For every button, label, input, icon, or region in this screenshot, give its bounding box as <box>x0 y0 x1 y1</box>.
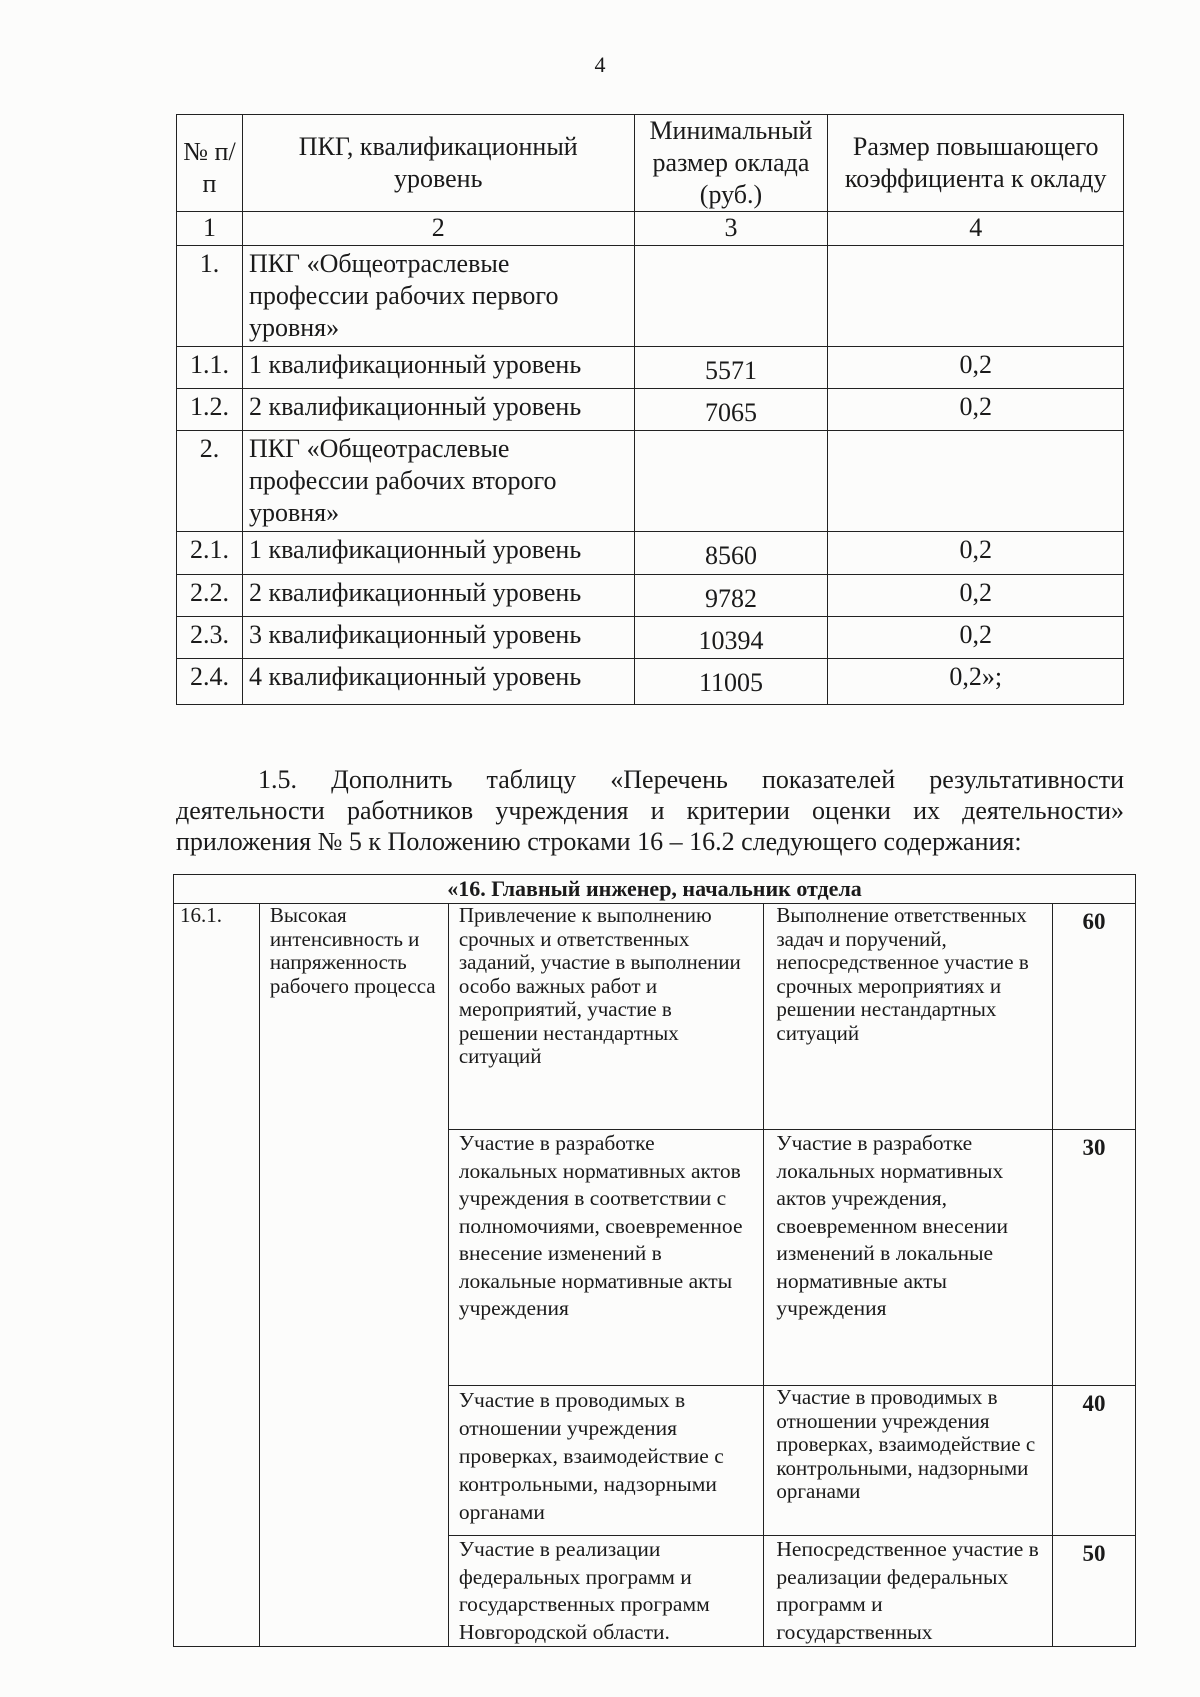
salary-table <box>176 114 1124 705</box>
row-num: 2.2. <box>177 575 243 617</box>
table-row <box>177 659 1124 705</box>
indicator-cell: Высокая интенсивность и напряженность рабочего процесса <box>259 904 448 1647</box>
row-name: 1 квалификационный уровень <box>242 347 634 389</box>
col-num-1: 1 <box>177 212 243 246</box>
row-name: ПКГ «Общеотраслевые профессии рабочих второго уровня» <box>242 431 634 532</box>
row-salary <box>634 246 828 347</box>
row-coef: 0,2 <box>828 532 1124 575</box>
page-number: 4 <box>594 52 606 77</box>
col-num-2: 2 <box>242 212 634 246</box>
table-row <box>174 904 1136 1130</box>
criteria-table <box>173 874 1136 1647</box>
condition-cell: Участие в реализации федеральных программ и государственных программ Новгородской области. <box>448 1536 764 1647</box>
row-salary: 5571 <box>634 347 828 389</box>
header-coef: Размер повышающего коэффициента к окладу <box>828 115 1124 212</box>
row-name: 2 квалификационный уровень <box>242 575 634 617</box>
table-row <box>177 532 1124 575</box>
criterion-cell: Непосредственное участие в реализации федеральных программ и государственных <box>764 1536 1053 1647</box>
header-num: № п/п <box>177 115 243 212</box>
criterion-cell: Выполнение ответственных задач и поручений, непосредственное участие в срочных мероприятиях и решении нестандартных ситуаций <box>764 904 1053 1130</box>
table-header-row <box>177 115 1124 212</box>
row-num: 2.3. <box>177 617 243 659</box>
condition-cell: Участие в проводимых в отношении учреждения проверках, взаимодействие с контрольными, надзорными органами <box>448 1386 764 1536</box>
row-num: 1.2. <box>177 389 243 431</box>
condition-cell: Участие в разработке локальных нормативных актов учреждения в соответствии с полномочиями, своевременное внесение изменений в локальные нормативные акты учреждения <box>448 1130 764 1386</box>
row-coef: 0,2»; <box>828 659 1124 705</box>
row-salary <box>634 431 828 532</box>
table-header-row <box>174 875 1136 904</box>
row-coef: 0,2 <box>828 575 1124 617</box>
row-coef: 0,2 <box>828 617 1124 659</box>
header-salary: Минимальный размер оклада (руб.) <box>634 115 828 212</box>
table-row <box>177 347 1124 389</box>
header-pkg: ПКГ, квалификационный уровень <box>242 115 634 212</box>
table-row <box>177 617 1124 659</box>
row-coef: 0,2 <box>828 389 1124 431</box>
criterion-cell: Участие в проводимых в отношении учреждения проверках, взаимодействие с контрольными, надзорными органами <box>764 1386 1053 1536</box>
row-salary: 9782 <box>634 575 828 617</box>
row-num: 2.1. <box>177 532 243 575</box>
criterion-cell: Участие в разработке локальных нормативных актов учреждения, своевременном внесении изменений в локальные нормативные акты учреждения <box>764 1130 1053 1386</box>
points-cell: 50 <box>1053 1536 1136 1647</box>
table-row <box>177 431 1124 532</box>
table-row <box>177 575 1124 617</box>
row-num: 1. <box>177 246 243 347</box>
row-coef: 0,2 <box>828 347 1124 389</box>
column-numbers-row <box>177 212 1124 246</box>
row-name: 2 квалификационный уровень <box>242 389 634 431</box>
section-header: «16. Главный инженер, начальник отдела <box>174 875 1136 904</box>
row-salary: 10394 <box>634 617 828 659</box>
points-cell: 60 <box>1053 904 1136 1130</box>
row-num: 1.1. <box>177 347 243 389</box>
row-num: 2. <box>177 431 243 532</box>
col-num-4: 4 <box>828 212 1124 246</box>
row-num: 2.4. <box>177 659 243 705</box>
row-salary: 11005 <box>634 659 828 705</box>
row-name: 4 квалификационный уровень <box>242 659 634 705</box>
col-num-3: 3 <box>634 212 828 246</box>
row-coef <box>828 431 1124 532</box>
condition-cell: Привлечение к выполнению срочных и ответственных заданий, участие в выполнении особо важных работ и мероприятий, участие в решении нестандартных ситуаций <box>448 904 764 1130</box>
row-name: ПКГ «Общеотраслевые профессии рабочих первого уровня» <box>242 246 634 347</box>
row-name: 1 квалификационный уровень <box>242 532 634 575</box>
table-row <box>177 389 1124 431</box>
paragraph-1-5: 1.5. Дополнить таблицу «Перечень показателей результативности деятельности работников учреждения и критерии оценки их деятельности» приложения № 5 к Положению строками 16 – 16.2 следующего содержания: <box>176 765 1124 856</box>
points-cell: 30 <box>1053 1130 1136 1386</box>
row-coef <box>828 246 1124 347</box>
row-salary: 7065 <box>634 389 828 431</box>
row-num: 16.1. <box>174 904 260 1647</box>
table-row <box>177 246 1124 347</box>
row-name: 3 квалификационный уровень <box>242 617 634 659</box>
points-cell: 40 <box>1053 1386 1136 1536</box>
row-salary: 8560 <box>634 532 828 575</box>
